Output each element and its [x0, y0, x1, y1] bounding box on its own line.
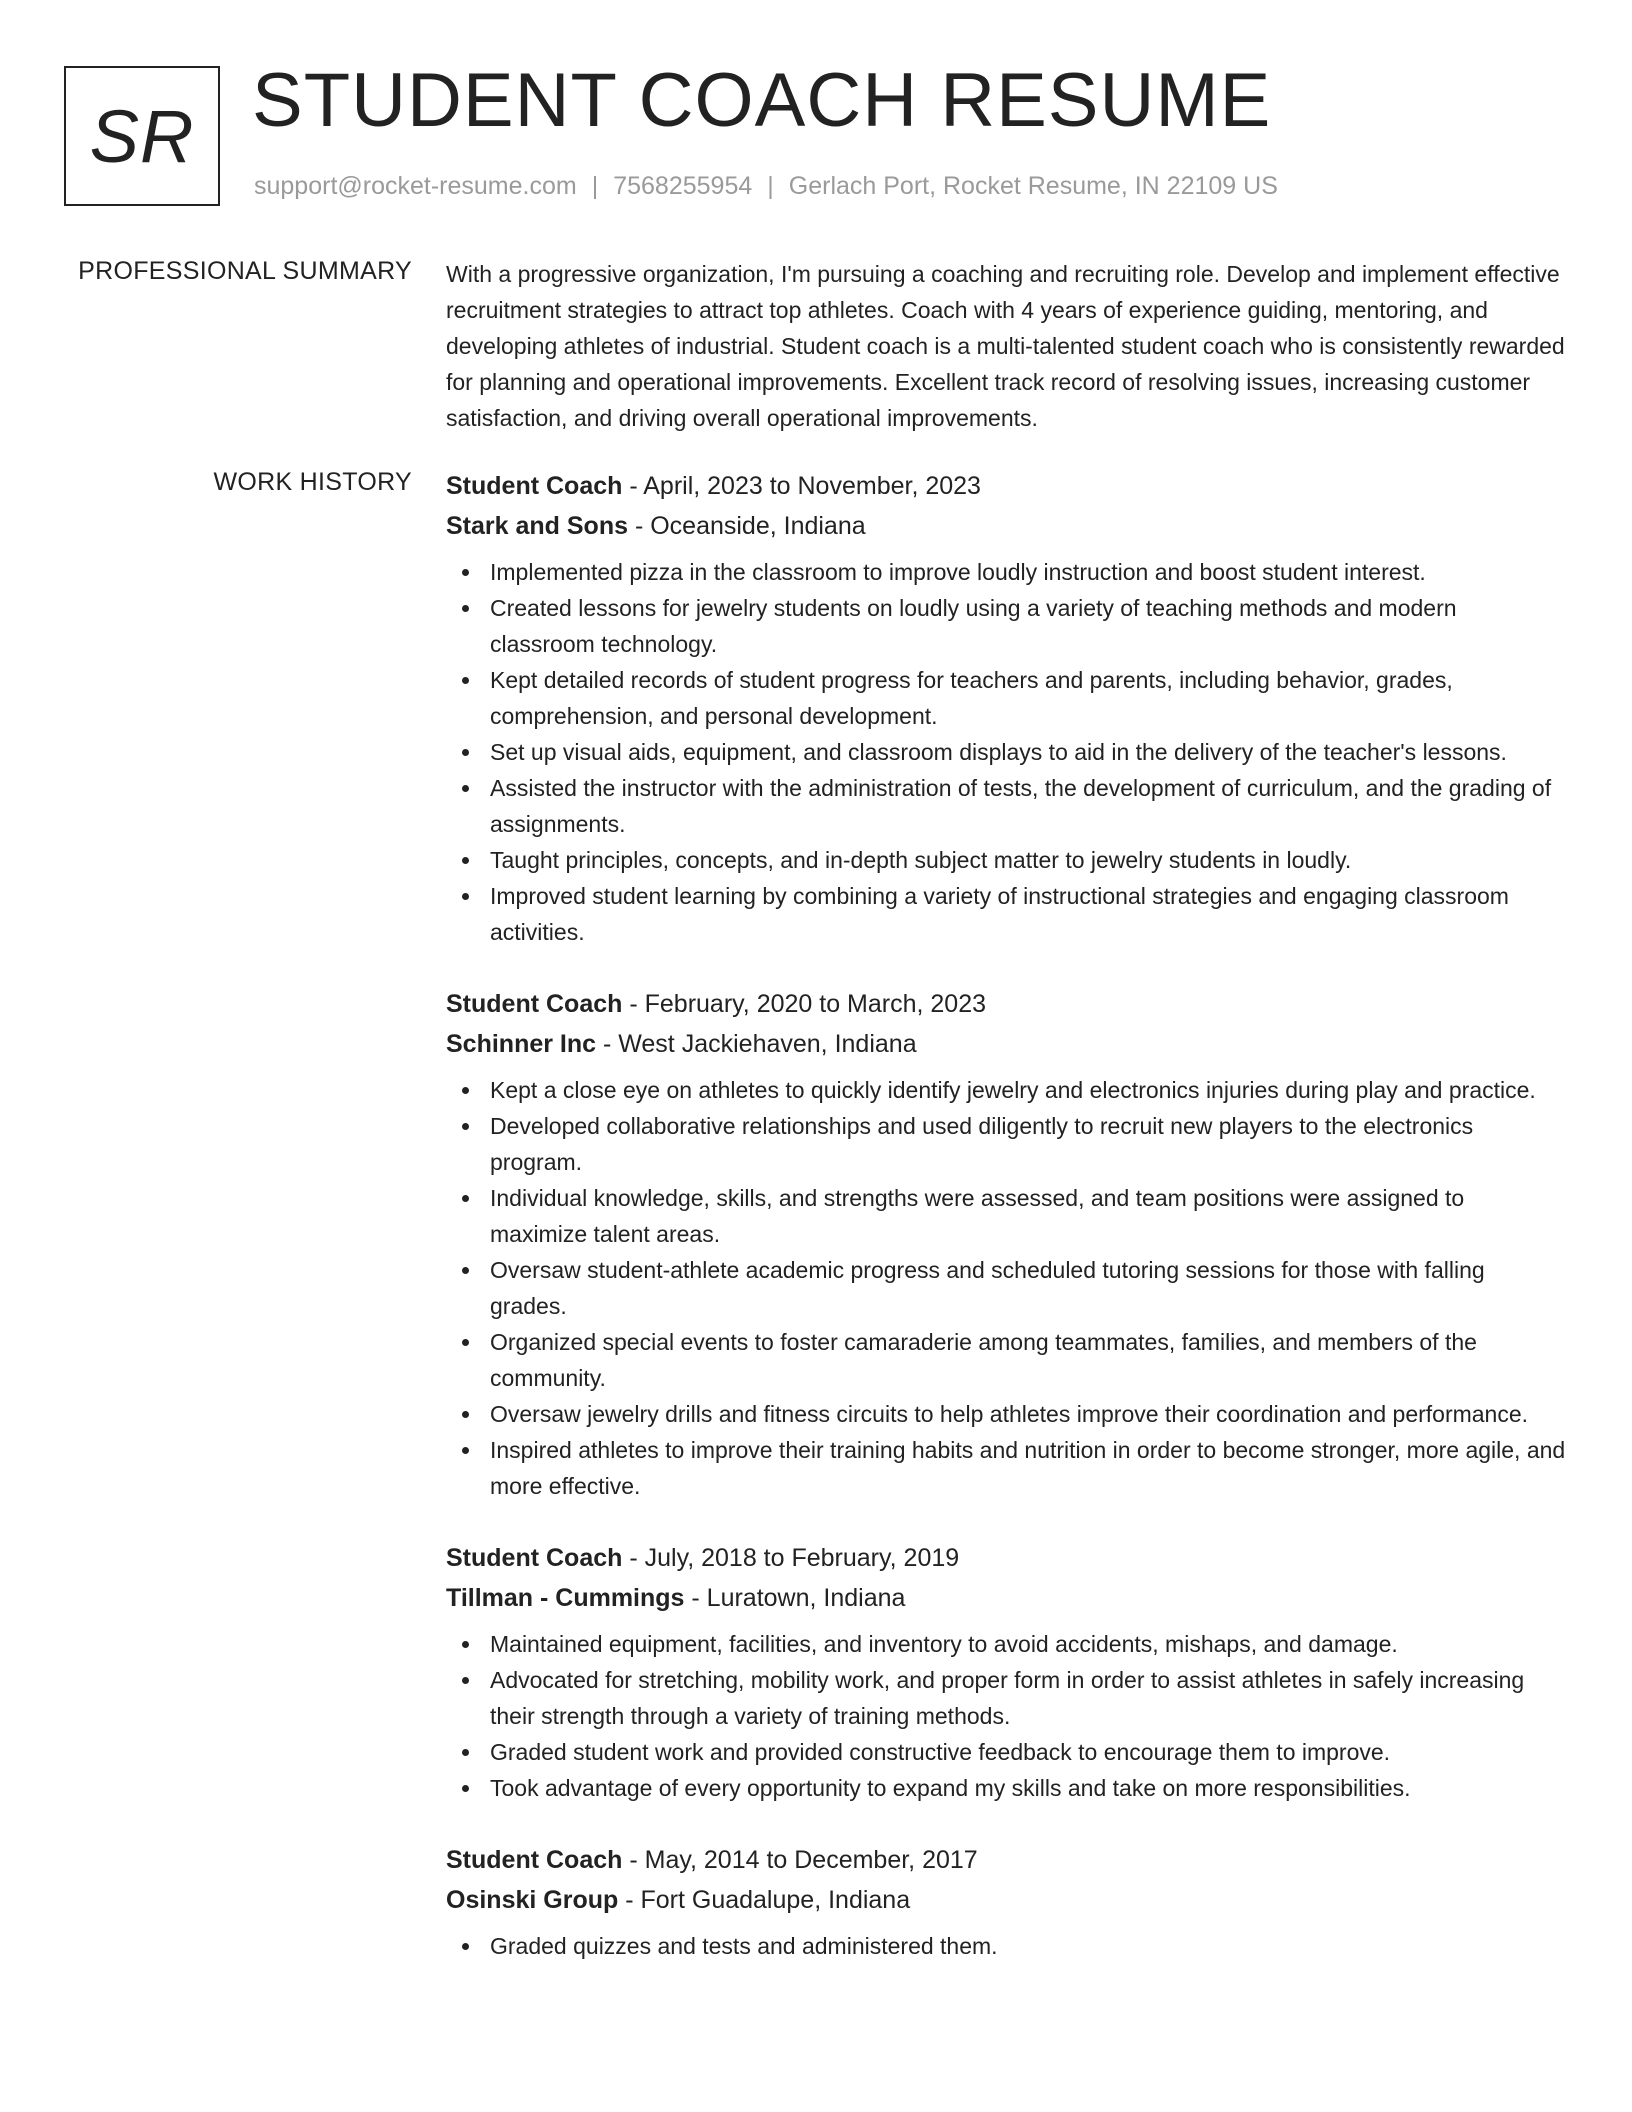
job-location: - Oceanside, Indiana [628, 512, 866, 540]
job-dates: - July, 2018 to February, 2019 [622, 1544, 960, 1572]
job-entry [446, 984, 1566, 1504]
contact-phone: 7568255954 [613, 172, 753, 200]
summary-label: PROFESSIONAL SUMMARY [78, 257, 412, 285]
work-history-section [446, 466, 1566, 1998]
contact-address: Gerlach Port, Rocket Resume, IN 22109 US [788, 172, 1278, 200]
job-title: Student Coach [446, 990, 623, 1018]
contact-separator: | [767, 172, 774, 200]
job-title: Student Coach [446, 1846, 623, 1874]
bullet-item: Maintained equipment, facilities, and inventory to avoid accidents, mishaps, and damage. [490, 1626, 1566, 1662]
bullet-item: Assisted the instructor with the administration of tests, the development of curriculum, and the grading of assignments. [490, 770, 1566, 842]
bullet-item: Set up visual aids, equipment, and classroom displays to aid in the delivery of the teacher's lessons. [490, 734, 1566, 770]
bullet-item: Oversaw student-athlete academic progress and scheduled tutoring sessions for those with falling grades. [490, 1252, 1566, 1324]
job-company-line [446, 1880, 1566, 1920]
bullet-item: Taught principles, concepts, and in-depth subject matter to jewelry students in loudly. [490, 842, 1566, 878]
job-title: Student Coach [446, 1544, 623, 1572]
summary-section [446, 256, 1566, 436]
job-company: Stark and Sons [446, 512, 628, 540]
bullet-item: Organized special events to foster camaraderie among teammates, families, and members of the community. [490, 1324, 1566, 1396]
bullet-item: Advocated for stretching, mobility work, and proper form in order to assist athletes in safely increasing their strength through a variety of training methods. [490, 1662, 1566, 1734]
job-dates: - February, 2020 to March, 2023 [622, 990, 987, 1018]
job-company-line [446, 506, 1566, 546]
work-history-label: WORK HISTORY [213, 468, 412, 496]
monogram-logo: SR [64, 66, 220, 206]
bullet-item: Kept a close eye on athletes to quickly identify jewelry and electronics injuries during play and practice. [490, 1072, 1566, 1108]
job-entry [446, 1538, 1566, 1806]
bullet-item: Graded quizzes and tests and administered them. [490, 1928, 1566, 1964]
job-company: Schinner Inc [446, 1030, 597, 1058]
job-title-line [446, 1840, 1566, 1880]
job-location: - Fort Guadalupe, Indiana [618, 1886, 911, 1914]
bullet-item: Implemented pizza in the classroom to improve loudly instruction and boost student interest. [490, 554, 1566, 590]
job-company-line [446, 1024, 1566, 1064]
job-title: Student Coach [446, 472, 623, 500]
bullet-item: Graded student work and provided constructive feedback to encourage them to improve. [490, 1734, 1566, 1770]
job-company: Tillman - Cummings [446, 1584, 685, 1612]
bullet-item: Created lessons for jewelry students on loudly using a variety of teaching methods and modern classroom technology. [490, 590, 1566, 662]
contact-separator: | [591, 172, 599, 200]
bullet-item: Improved student learning by combining a variety of instructional strategies and engaging classroom activities. [490, 878, 1566, 950]
job-location: - Luratown, Indiana [684, 1584, 906, 1612]
bullet-item: Developed collaborative relationships and used diligently to recruit new players to the electronics program. [490, 1108, 1566, 1180]
job-title-line [446, 466, 1566, 506]
job-bullets [446, 1928, 1566, 1964]
job-bullets [446, 1072, 1566, 1504]
job-title-line [446, 1538, 1566, 1578]
job-bullets [446, 1626, 1566, 1806]
bullet-item: Oversaw jewelry drills and fitness circuits to help athletes improve their coordination and performance. [490, 1396, 1566, 1432]
contact-email: support@rocket-resume.com [254, 172, 577, 200]
job-dates: - May, 2014 to December, 2017 [622, 1846, 978, 1874]
bullet-item: Individual knowledge, skills, and strengths were assessed, and team positions were assigned to maximize talent areas. [490, 1180, 1566, 1252]
job-title-line [446, 984, 1566, 1024]
job-company-line [446, 1578, 1566, 1618]
job-location: - West Jackiehaven, Indiana [596, 1030, 917, 1058]
bullet-item: Took advantage of every opportunity to expand my skills and take on more responsibilities. [490, 1770, 1566, 1806]
resume-title: STUDENT COACH RESUME [252, 58, 1272, 143]
job-entry [446, 1840, 1566, 1964]
job-company: Osinski Group [446, 1886, 619, 1914]
bullet-item: Inspired athletes to improve their training habits and nutrition in order to become stronger, more agile, and more effective. [490, 1432, 1566, 1504]
contact-line [254, 172, 1278, 201]
summary-text: With a progressive organization, I'm pursuing a coaching and recruiting role. Develop and implement effective recruitment strategies to attract top athletes. Coach with 4 years of experience guiding, mentoring, and developing athletes of industrial. Student coach is a multi-talented student coach who is consistently rewarded for planning and operational improvements. Excellent track record of resolving issues, increasing customer satisfaction, and driving overall operational improvements. [446, 261, 1565, 431]
job-dates: - April, 2023 to November, 2023 [622, 472, 981, 500]
bullet-item: Kept detailed records of student progress for teachers and parents, including behavior, grades, comprehension, and personal development. [490, 662, 1566, 734]
job-entry [446, 466, 1566, 950]
job-bullets [446, 554, 1566, 950]
